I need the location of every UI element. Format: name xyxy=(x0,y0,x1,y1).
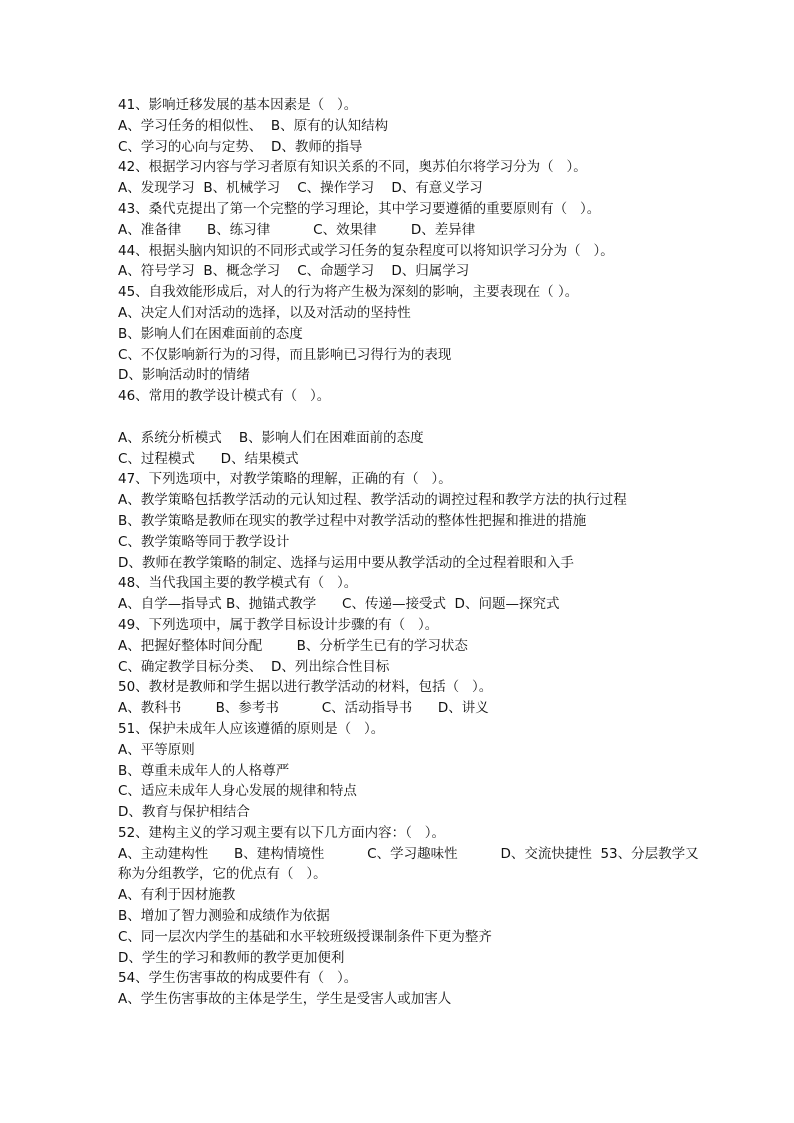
option-line: A、决定人们对活动的选择，以及对活动的坚持性 xyxy=(118,304,411,321)
option-line: B、教学策略是教师在现实的教学过程中对教学活动的整体性把握和推进的措施 xyxy=(118,512,587,529)
option-line: B、尊重未成年人的人格尊严 xyxy=(118,762,290,779)
question-44: 44、根据头脑内知识的不同形式或学习任务的复杂程度可以将知识学习分为（ ）。 xyxy=(118,242,614,259)
option-line: A、教学策略包括教学活动的元认知过程、教学活动的调控过程和教学方法的执行过程 xyxy=(118,492,627,509)
option-line: A、自学—指导式 B、抛锚式教学 C、传递—接受式 D、问题—探究式 xyxy=(118,596,560,613)
option-line: C、教学策略等同于教学设计 xyxy=(118,533,290,550)
option-line: A、学习任务的相似性、 B、原有的认知结构 xyxy=(118,117,389,134)
question-49: 49、下列选项中，属于教学目标设计步骤的有（ ）。 xyxy=(118,616,439,633)
question-50: 50、教材是教师和学生据以进行教学活动的材料，包括（ ）。 xyxy=(118,679,493,696)
option-line: A、平等原则 xyxy=(118,741,195,758)
option-line: C、过程模式 D、结果模式 xyxy=(118,450,299,467)
option-line: A、符号学习 B、概念学习 C、命题学习 D、归属学习 xyxy=(118,263,470,280)
document-page xyxy=(118,95,699,1010)
option-line: C、同一层次内学生的基础和水平较班级授课制条件下更为整齐 xyxy=(118,928,492,945)
question-54: 54、学生伤害事故的构成要件有（ ）。 xyxy=(118,970,358,987)
option-line: A、发现学习 B、机械学习 C、操作学习 D、有意义学习 xyxy=(118,180,483,197)
question-45: 45、自我效能形成后，对人的行为将产生极为深刻的影响，主要表现在（ ）。 xyxy=(118,284,579,301)
option-line: A、教科书 B、参考书 C、活动指导书 D、讲义 xyxy=(118,700,489,717)
question-51: 51、保护未成年人应该遵循的原则是（ ）。 xyxy=(118,720,385,737)
question-43: 43、桑代克提出了第一个完整的学习理论，其中学习要遵循的重要原则有（ ）。 xyxy=(118,200,601,217)
option-line: A、主动建构性 B、建构情境性 C、学习趣味性 D、交流快捷性 53、分层教学又 xyxy=(118,845,699,862)
blank-line xyxy=(118,407,688,428)
question-52: 52、建构主义的学习观主要有以下几方面内容：（ ）。 xyxy=(118,824,446,841)
question-41: 41、影响迁移发展的基本因素是（ ）。 xyxy=(118,97,358,113)
option-line: C、学习的心向与定势、 D、教师的指导 xyxy=(118,138,363,155)
option-line: A、系统分析模式 B、影响人们在困难面前的态度 xyxy=(118,429,424,446)
option-line: C、确定教学目标分类、 D、列出综合性目标 xyxy=(118,658,390,675)
option-line: B、影响人们在困难面前的态度 xyxy=(118,325,303,342)
option-line: D、影响活动时的情绪 xyxy=(118,367,250,384)
option-line: D、教育与保护相结合 xyxy=(118,804,250,821)
option-line: D、教师在教学策略的制定、选择与运用中要从教学活动的全过程着眼和入手 xyxy=(118,554,574,571)
question-46: 46、常用的教学设计模式有（ ）。 xyxy=(118,388,331,405)
question-53-continued: 称为分组教学，它的优点有（ ）。 xyxy=(118,866,327,883)
option-line: C、适应未成年人身心发展的规律和特点 xyxy=(118,783,357,800)
question-42: 42、根据学习内容与学习者原有知识关系的不同，奥苏伯尔将学习分为（ ）。 xyxy=(118,159,587,176)
option-line: A、学生伤害事故的主体是学生，学生是受害人或加害人 xyxy=(118,991,452,1008)
question-47: 47、下列选项中，对教学策略的理解，正确的有（ ）。 xyxy=(118,471,452,488)
option-line: B、增加了智力测验和成绩作为依据 xyxy=(118,908,330,925)
option-line: A、有利于因材施教 xyxy=(118,887,236,904)
option-line: A、准备律 B、练习律 C、效果律 D、差异律 xyxy=(118,221,476,238)
option-line: C、不仅影响新行为的习得，而且影响已习得行为的表现 xyxy=(118,346,452,363)
question-48: 48、当代我国主要的教学模式有（ ）。 xyxy=(118,575,358,592)
option-line: D、学生的学习和教师的教学更加便利 xyxy=(118,949,345,966)
option-line: A、把握好整体时间分配 B、分析学生已有的学习状态 xyxy=(118,637,468,654)
